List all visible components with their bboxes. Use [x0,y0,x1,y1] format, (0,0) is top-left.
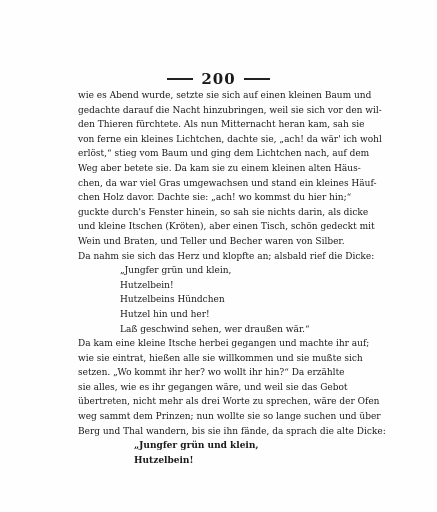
text-line: wie es Abend wurde, setzte sie sich auf einen kleinen Baum und [78,91,372,101]
header-dash-right [244,78,270,80]
text-line: von ferne ein kleines Lichtchen, dachte sie, „ach! da wär' ich wohl [78,134,382,145]
text-line: chen Holz davor. Dachte sie: „ach! wo kommst du hier hin;“ [78,193,352,204]
verse-line: Laß geschwind sehen, wer draußen wär.“ [120,324,310,335]
text-line: und kleine Itschen (Kröten), aber einen Tisch, schön gedeckt mit [78,222,375,233]
verse-line: „Jungfer grün und klein, [134,441,259,452]
text-line: Berg und Thal wandern, bis sie ihn fände, da sprach die alte Dicke: [78,426,386,437]
verse-line: Hutzelbeins Hündchen [120,295,225,306]
text-line: erlöst,“ stieg vom Baum und ging dem Lichtchen nach, auf dem [78,149,370,160]
header-dash-left [167,78,193,80]
text-line: übertreten, nicht mehr als drei Worte zu sprechen, wäre der Ofen [78,397,380,408]
text-line: guckte durch's Fenster hinein, so sah sie nichts darin, als dicke [78,207,369,218]
text-line: Weg aber betete sie. Da kam sie zu einem kleinen alten Häus- [78,163,361,174]
page-number: 200 [201,70,236,88]
text-line: setzen. „Wo kommt ihr her? wo wollt ihr hin?“ Da erzählte [78,368,345,379]
verse-line: Hutzelbein! [134,455,194,466]
text-line: Wein und Braten, und Teller und Becher waren von Silber. [78,236,345,247]
text-line: chen, da war viel Gras umgewachsen und stand ein kleines Häuf- [78,178,377,189]
text-line: sie alles, wie es ihr gegangen wäre, und weil sie das Gebot [78,382,348,393]
verse-line: „Jungfer grün und klein, [120,266,232,277]
page-header [0,70,437,88]
text-line: Da nahm sie sich das Herz und klopfte an; alsbald rief die Dicke: [78,251,375,262]
text-line: den Thieren fürchtete. Als nun Mitternacht heran kam, sah sie [78,120,365,131]
text-line: wie sie eintrat, hießen alle sie willkommen und sie mußte sich [78,353,363,364]
verse-line: Hutzelbein! [120,280,174,291]
text-line: gedachte darauf die Nacht hinzubringen, weil sie sich vor den wil- [78,105,382,116]
text-line: Da kam eine kleine Itsche herbei gegangen und machte ihr auf; [78,339,370,350]
verse-line: Hutzel hin und her! [120,309,210,320]
body-text [78,89,386,468]
text-line: weg sammt dem Prinzen; nun wollte sie so lange suchen und über [78,412,381,423]
